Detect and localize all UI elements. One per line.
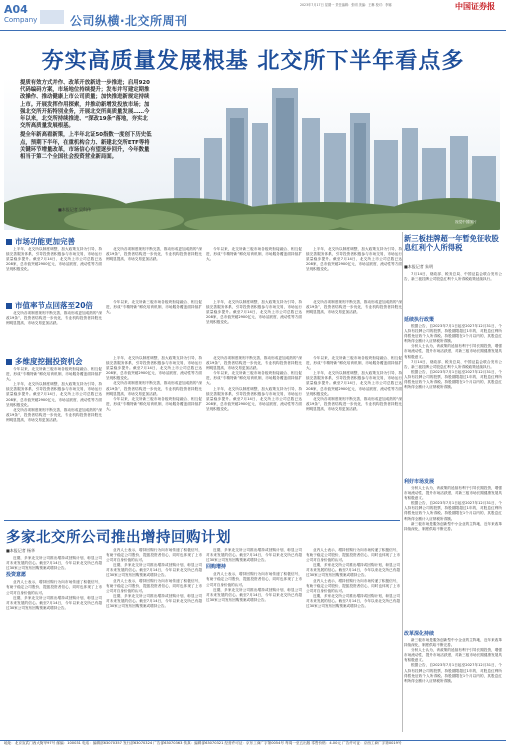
body-paragraph: 近期，多家北交所公司推出增持或回购计划，彰显公司对未来发展的信心。截至7月14日，今年以来北交所已有超过30家公司发布回购预案或增持公告。 (206, 548, 302, 563)
sidebar-divider (402, 232, 403, 732)
body-paragraph: 新三板市场是服务创新型中小企业的主阵地，近年来改革持续深化，制度供给不断完善。 (404, 638, 502, 648)
column-2c (206, 300, 302, 352)
bottom-column-3 (206, 548, 302, 736)
section-decoration (40, 10, 64, 24)
body-paragraph: 上半年，北交所以制度调整，加大政策支持为引导，持续完善服务体系，引导投资者积极参与市场交易，市场运行质量稳步提升。截至7月14日，北交所上市公司总数已达208家，总市值突破2900亿元，市场活跃度、流动性等方面呈现积极变化。 (306, 371, 402, 396)
body-paragraph: 上半年，北交所以制度调整，加大政策支持为引导，持续完善服务体系，引导投资者积极参与市场交易，市场运行质量稳步提升。截至7月14日，北交所上市公司总数已达208家，总市值突破2900亿元，市场活跃度、流动性等方面呈现积极变化。 (206, 386, 302, 411)
column-1c (206, 247, 302, 295)
column-3a (6, 367, 102, 517)
footer-text: 地址：北京宣武门西大街甲97号 邮编：100031 电话：编辑部63070357 发行部63070324 广告部63070363 传真：编辑部63070321 经营许可证：京东工商广字第0054号 每周一至五出版 零售价格：4.00元 广告许可证：京西工商广字第0019号 (4, 741, 402, 745)
body-paragraph: 近期，多家北交所公司推出增持或回购计划，彰显公司对未来发展的信心。截至7月14日，今年以来北交所已有超过30家公司发布回购预案或增持公告。 (306, 563, 400, 578)
body-paragraph: 今年以来，北交所新三板市场各板块衔接融合、相互促进，形成“专精特新”孵化培育机制，市场服务覆盖面持续扩大。 (106, 396, 202, 411)
body-paragraph: 7月14日，财政部、税务总局、中国证监会联合发布公告，新三板挂牌公司股息红利个人所得税政策延续执行。 (404, 359, 502, 369)
body-paragraph: 业内人士表示，增持回购行为向市场传递了积极信号，有助于稳定公司股价，提振投资者信心，同时也体现了上市公司对自身价值的认可。 (6, 580, 102, 595)
body-paragraph: 近期，多家北交所公司推出增持或回购计划，彰显公司对未来发展的信心。截至7月14日，今年以来北交所已有超过30家公司发布回购预案或增持公告。 (306, 593, 400, 609)
bottom-byline: ■本报记者 杨华 (6, 548, 36, 553)
intro-summary (20, 80, 152, 220)
body-paragraph: 北交所各项制度规则不断完善，推动形成更加成熟的“深改19条”，投资者结构进一步优化，专业机构投资者持股比例明显提高，市场交易更加活跃。 (206, 356, 302, 371)
subhead-valuation (6, 300, 93, 311)
body-paragraph: 北交所各项制度规则不断完善，推动形成更加成熟的“深改19条”，投资者结构进一步优化，专业机构投资者持股比例明显提高，市场交易更加活跃。 (106, 247, 202, 262)
sidebar-column-1 (404, 324, 502, 474)
body-paragraph: 上半年，北交所以制度调整，加大政策支持为引导，持续完善服务体系，引导投资者积极参与市场交易，市场运行质量稳步提升。截至7月14日，北交所上市公司总数已达208家，总市值突破2900亿元，市场活跃度、流动性等方面呈现积极变化。 (6, 382, 102, 407)
intro-paragraph: 提质有效方式并作、改革开放新进一步推进；启用920代码编码方案，市场地位持续提升；发布并写建定期推改操作、推动健康上市公司质量；加快推进新规定持续上市。开展发挥作用探索，并推动新增发投放市场；加强北交所开拓特别业务，开展北交所高质量发展……今年以来，北交所持续推进、“深改19条”落地，夯实北交所高质量发展根基。 (20, 80, 150, 130)
body-paragraph: 7月14日，财政部、税务总局、中国证监会联合发布公告，新三板挂牌公司股息红利个人所得税政策延续执行。 (404, 272, 502, 282)
column-2a (6, 311, 102, 351)
body-paragraph: 北交所各项制度规则不断完善，推动形成更加成熟的“深改19条”，投资者结构进一步优化，专业机构投资者持股比例明显提高，市场交易更加活跃。 (106, 381, 202, 396)
bottom-column-1 (6, 556, 102, 736)
body-paragraph: 上半年，北交所以制度调整，加大政策支持为引导，持续完善服务体系，引导投资者积极参与市场交易，市场运行质量稳步提升。截至7月14日，北交所上市公司总数已达208家，总市值突破2900亿元，市场活跃度、流动性等方面呈现积极变化。 (106, 356, 202, 381)
body-paragraph: 近期，多家北交所公司推出增持或回购计划，彰显公司对未来发展的信心。截至7月14日，今年以来北交所已有超过30家公司发布回购预案或增持公告。 (6, 556, 102, 571)
body-paragraph: 北交所各项制度规则不断完善，推动形成更加成熟的“深改19条”，投资者结构进一步优化，专业机构投资者持股比例明显提高，市场交易更加活跃。 (306, 396, 402, 411)
sidebar-subhead-3: 改革深化持续 (404, 631, 435, 637)
body-paragraph: 近期，多家北交所公司推出增持或回购计划，彰显公司对未来发展的信心。截至7月14日，今年以来北交所已有超过30家公司发布回购预案或增持公告。 (206, 587, 302, 602)
body-paragraph: 根据公告，自2023年7月1日起至2027年12月31日，个人持有挂牌公司的股票，持股期限超过1年的，对股息红利所得暂免征收个人所得税。持股期限在1个月以内的，其股息红利所得全额计入应纳税所得额。 (404, 369, 502, 390)
bottom-article-divider (4, 520, 400, 521)
sidebar-column-2 (404, 486, 502, 626)
body-paragraph: 今年以来，北交所新三板市场各板块衔接融合、相互促进，形成“专精特新”孵化培育机制，市场服务覆盖面持续扩大。 (106, 300, 202, 315)
bottom-subhead: 投资意愿 (6, 572, 27, 579)
page-label: Company (4, 16, 38, 24)
body-paragraph: 根据公告，自2023年7月1日起至2027年12月31日，个人持有挂牌公司的股票，持股期限超过1年的，对股息红利所得暂免征收个人所得税。持股期限在1个月以内的，其股息红利所得全额计入应纳税所得额。 (404, 663, 502, 683)
body-paragraph: 近期，多家北交所公司推出增持或回购计划，彰显公司对未来发展的信心。截至7月14日，今年以来北交所已有超过30家公司发布回购预案或增持公告。 (6, 595, 102, 610)
square-bullet-icon (6, 239, 12, 245)
newspaper-logo: 中国证券报 (455, 1, 495, 11)
column-3c (206, 356, 302, 516)
body-paragraph: 北交所各项制度规则不断完善，推动形成更加成熟的“深改19条”，投资者结构进一步优化，专业机构投资者持股比例明显提高，市场交易更加活跃。 (306, 300, 402, 315)
subhead-text: 市场功能更加完善 (15, 237, 75, 246)
body-paragraph: 业内人士表示，增持回购行为向市场传递了积极信号，有助于稳定公司股价，提振投资者信心，同时也体现了上市公司对自身价值的认可。 (106, 548, 202, 563)
body-paragraph: 近期，多家北交所公司推出增持或回购计划，彰显公司对未来发展的信心。截至7月14日，今年以来北交所已有超过30家公司发布回购预案或增持公告。 (106, 593, 202, 609)
body-paragraph: 根据公告，自2023年7月1日起至2027年12月31日，个人持有挂牌公司的股票，持股期限超过1年的，对股息红利所得暂免征收个人所得税。持股期限在1个月以内的，其股息红利所得全额计入应纳税所得额。 (404, 501, 502, 521)
subhead-text: 市值率节点回落至20倍 (15, 301, 93, 310)
header-divider (0, 30, 506, 31)
column-1d (306, 247, 402, 295)
body-paragraph: 业内人士表示，增持回购行为向市场传递了积极信号，有助于稳定公司股价，提振投资者信心，同时也体现了上市公司对自身价值的认可。 (306, 548, 400, 563)
column-3d (306, 356, 402, 516)
column-1a (6, 247, 102, 295)
body-paragraph: 今年以来，北交所新三板市场各板块衔接融合、相互促进，形成“专精特新”孵化培育机制，市场服务覆盖面持续扩大。 (206, 371, 302, 386)
column-3b (106, 356, 202, 516)
column-2b (106, 300, 202, 352)
section-title: 公司纵横·北交所周刊 (70, 14, 188, 28)
photo-credit: 视觉中国图片 (455, 220, 477, 224)
body-paragraph: 分析人士认为，该政策的延续有利于引导长期投资，增强市场流动性，提升市场活跃度，对新三板市场长期健康发展具有积极意义。 (404, 344, 502, 359)
sidebar-subhead-1: 延续执行政策 (404, 317, 435, 323)
body-paragraph: 业内人士表示，增持回购行为向市场传递了积极信号，有助于稳定公司股价，提振投资者信心，同时也体现了上市公司对自身价值的认可。 (206, 572, 302, 587)
column-2d (306, 300, 402, 352)
subhead-investment (6, 356, 83, 367)
bottom-headline: 多家北交所公司推出增持回购计划 (6, 530, 231, 546)
sidebar-headline: 新三板挂牌超一年暂免征收股息红利个人所得税 (404, 234, 499, 252)
subhead-market-function (6, 236, 75, 247)
body-paragraph: 北交所各项制度规则不断完善，推动形成更加成熟的“深改19条”，投资者结构进一步优化，专业机构投资者持股比例明显提高，市场交易更加活跃。 (6, 407, 102, 422)
bottom-subhead: 回购增持 (206, 564, 227, 571)
body-paragraph: 上半年，北交所以制度调整，加大政策支持为引导，持续完善服务体系，引导投资者积极参与市场交易，市场运行质量稳步提升。截至7月14日，北交所上市公司总数已达208家，总市值突破2900亿元，市场活跃度、流动性等方面呈现积极变化。 (6, 247, 102, 272)
main-headline: 夯实高质量发展根基 北交所下半年看点多 (41, 49, 465, 74)
body-paragraph: 上半年，北交所以制度调整，加大政策支持为引导，持续完善服务体系，引导投资者积极参与市场交易，市场运行质量稳步提升。截至7月14日，北交所上市公司总数已达208家，总市值突破2900亿元，市场活跃度、流动性等方面呈现积极变化。 (306, 247, 402, 272)
sidebar-column-3 (404, 638, 502, 736)
body-paragraph: 今年以来，北交所新三板市场各板块衔接融合、相互促进，形成“专精特新”孵化培育机制，市场服务覆盖面持续扩大。 (206, 247, 302, 262)
body-paragraph: 分析人士认为，该政策的延续有利于引导长期投资，增强市场流动性，提升市场活跃度，对新三板市场长期健康发展具有积极意义。 (404, 486, 502, 501)
body-paragraph: 业内人士表示，增持回购行为向市场传递了积极信号，有助于稳定公司股价，提振投资者信心，同时也体现了上市公司对自身价值的认可。 (306, 578, 400, 593)
page-number: A04 (4, 3, 28, 16)
sidebar-byline: ■本报记者 朱明 (404, 264, 434, 269)
sidebar-intro (404, 272, 502, 312)
bottom-column-2 (106, 548, 202, 736)
body-paragraph: 今年以来，北交所新三板市场各板块衔接融合、相互促进，形成“专精特新”孵化培育机制，市场服务覆盖面持续扩大。 (306, 356, 402, 371)
byline: ■本报记者 吴科伟 (58, 207, 92, 212)
body-paragraph: 上半年，北交所以制度调整，加大政策支持为引导，持续完善服务体系，引导投资者积极参与市场交易，市场运行质量稳步提升。截至7月14日，北交所上市公司总数已达208家，总市值突破2900亿元，市场活跃度、流动性等方面呈现积极变化。 (206, 300, 302, 325)
intro-paragraph-2: 提全年新高看新策，上半年北证50指数一度创下历史低点，预期下半年，在重机构合力、新建北交所ETF等将关键环节增量改革，市场信心有望逐步回升，今年数量相当于第二个全国社会投资营业新局面。 (20, 132, 152, 161)
body-paragraph: 新三板市场是服务创新型中小企业的主阵地，近年来改革持续深化，制度供给不断完善。 (404, 521, 502, 531)
body-paragraph: 分析人士认为，该政策的延续有利于引导长期投资，增强市场流动性，提升市场活跃度，对新三板市场长期健康发展具有积极意义。 (404, 648, 502, 663)
subhead-text: 多维度挖掘投资机会 (15, 357, 83, 366)
body-paragraph: 近期，多家北交所公司推出增持或回购计划，彰显公司对未来发展的信心。截至7月14日，今年以来北交所已有超过30家公司发布回购预案或增持公告。 (106, 563, 202, 578)
body-paragraph: 业内人士表示，增持回购行为向市场传递了积极信号，有助于稳定公司股价，提振投资者信心，同时也体现了上市公司对自身价值的认可。 (106, 578, 202, 593)
body-paragraph: 今年以来，北交所新三板市场各板块衔接融合、相互促进，形成“专精特新”孵化培育机制，市场服务覆盖面持续扩大。 (6, 367, 102, 382)
sidebar-subhead-2: 利好市场发展 (404, 479, 435, 485)
square-bullet-icon (6, 303, 12, 309)
square-bullet-icon (6, 359, 12, 365)
header-meta: 2023年7月17日 星期一 责任编辑：张明 美编：王琳 校对：李娜 (300, 3, 392, 7)
column-1b (106, 247, 202, 295)
body-paragraph: 北交所各项制度规则不断完善，推动形成更加成熟的“深改19条”，投资者结构进一步优化，专业机构投资者持股比例明显提高，市场交易更加活跃。 (6, 311, 102, 326)
body-paragraph: 根据公告，自2023年7月1日起至2027年12月31日，个人持有挂牌公司的股票，持股期限超过1年的，对股息红利所得暂免征收个人所得税。持股期限在1个月以内的，其股息红利所得全额计入应纳税所得额。 (404, 324, 502, 344)
bottom-column-4 (306, 548, 400, 736)
